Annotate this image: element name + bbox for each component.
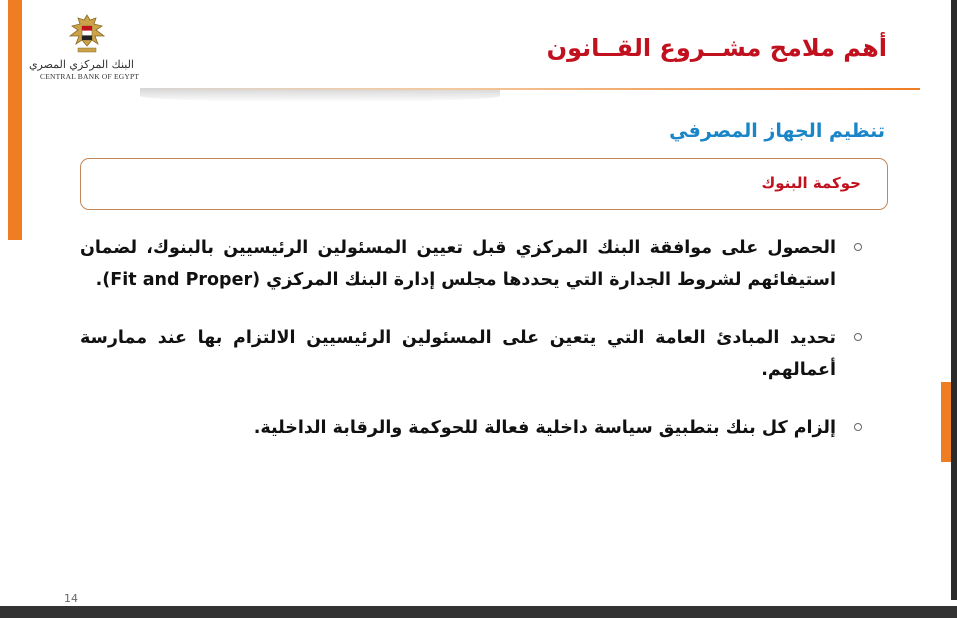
bullet-list: [80, 232, 870, 470]
subsection-box: [80, 158, 888, 210]
bullet-text: تحديد المبادئ العامة التي يتعين على المسئولين الرئيسيين الالتزام بها عند ممارسة أعمالهم.: [80, 328, 836, 380]
left-accent-bar: [8, 0, 22, 240]
bullet-item: [80, 232, 870, 296]
bullet-text: الحصول على موافقة البنك المركزي قبل تعيين المسئولين الرئيسيين بالبنوك، لضمان استيفائهم لشروط الجدارة التي يحددها مجلس إدارة البنك المركزي (Fit and Proper).: [80, 238, 836, 290]
circle-bullet-icon: [854, 243, 862, 251]
bullet-item: [80, 412, 870, 444]
section-heading: تنظيم الجهاز المصرفي: [669, 120, 885, 142]
subsection-label: حوكمة البنوك: [761, 174, 861, 192]
eagle-emblem-icon: [66, 12, 108, 60]
bottom-strip: [0, 606, 957, 618]
central-bank-logo: [28, 12, 140, 104]
circle-bullet-icon: [854, 423, 862, 431]
bullet-text: إلزام كل بنك بتطبيق سياسة داخلية فعالة للحوكمة والرقابة الداخلية.: [253, 418, 836, 438]
logo-english-name: CENTRAL BANK OF EGYPT: [40, 72, 140, 81]
header-shadow: [140, 90, 500, 102]
logo-arabic-name: البنك المركزي المصري: [28, 58, 134, 71]
bullet-item: [80, 322, 870, 386]
right-edge-bar: [951, 0, 957, 600]
page-number: 14: [64, 592, 78, 605]
circle-bullet-icon: [854, 333, 862, 341]
slide-title: أهم ملامح مشــروع القــانون: [546, 34, 887, 62]
right-accent-tab: [941, 382, 951, 462]
